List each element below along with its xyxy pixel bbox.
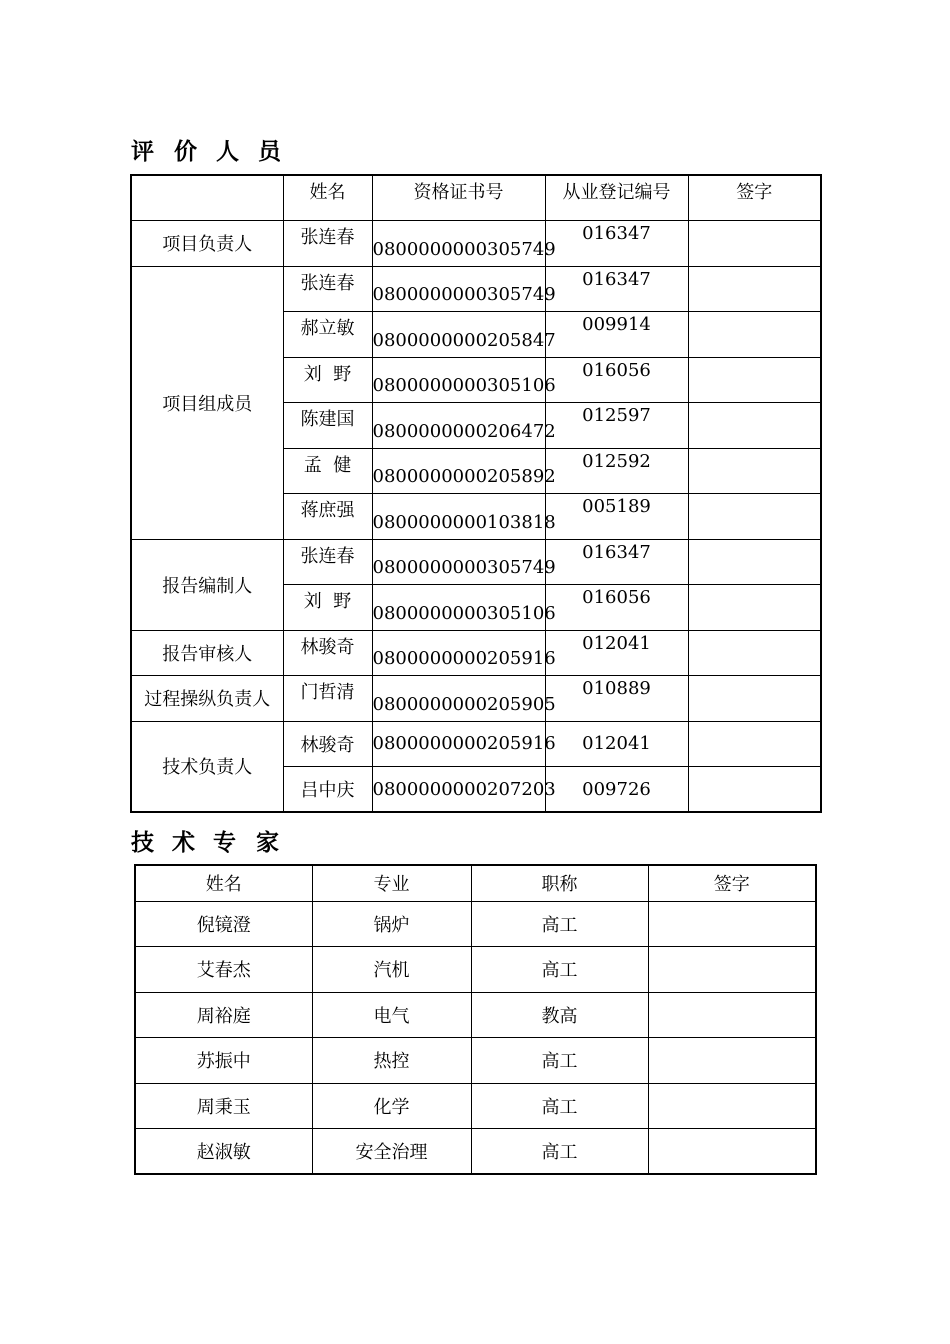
signature-cell[interactable] [648, 1129, 816, 1175]
table-row [135, 992, 816, 1038]
table-row [131, 721, 821, 767]
header-cell-title: 职称 [471, 865, 648, 901]
name-cell: 林骏奇 [283, 630, 372, 676]
header-cell-major: 专业 [312, 865, 471, 901]
role-cell: 技术负责人 [131, 721, 283, 812]
major-cell: 热控 [312, 1038, 471, 1084]
header-cell-name: 姓名 [283, 175, 372, 221]
reg-cell: 009726 [545, 767, 688, 813]
signature-cell[interactable] [648, 1083, 816, 1129]
signature-cell[interactable] [688, 221, 821, 267]
cert-cell: 0800000000205916 [372, 721, 545, 767]
title-char: 价 [174, 138, 197, 165]
reg-cell: 016347 [545, 221, 688, 267]
name-cell: 陈建国 [283, 403, 372, 449]
major-cell: 化学 [312, 1083, 471, 1129]
title-char: 专 [213, 829, 236, 856]
cert-cell: 0800000000305106 [372, 357, 545, 403]
reg-cell: 016347 [545, 539, 688, 585]
name-cell: 倪镜澄 [135, 901, 312, 947]
table-row [135, 947, 816, 993]
section-title-evaluators [131, 133, 281, 166]
signature-cell[interactable] [688, 494, 821, 540]
role-cell: 项目负责人 [131, 221, 283, 267]
role-cell: 过程操纵负责人 [131, 676, 283, 722]
major-cell: 汽机 [312, 947, 471, 993]
table-header-row [131, 175, 821, 221]
table-row [131, 676, 821, 722]
table-row [135, 1083, 816, 1129]
cert-cell: 0800000000103818 [372, 494, 545, 540]
reg-cell: 016056 [545, 585, 688, 631]
title-char: 人 [216, 138, 239, 165]
signature-cell[interactable] [688, 585, 821, 631]
evaluators-table-body [131, 175, 821, 812]
title-cell: 教高 [471, 992, 648, 1038]
name-cell: 刘 野 [283, 585, 372, 631]
title-cell: 高工 [471, 947, 648, 993]
name-cell: 周裕庭 [135, 992, 312, 1038]
major-cell: 锅炉 [312, 901, 471, 947]
title-char: 术 [172, 829, 195, 856]
table-row [135, 1129, 816, 1175]
signature-cell[interactable] [688, 721, 821, 767]
name-cell: 门哲清 [283, 676, 372, 722]
reg-cell: 012041 [545, 630, 688, 676]
signature-cell[interactable] [648, 992, 816, 1038]
table-row [135, 901, 816, 947]
header-cell-cert: 资格证书号 [372, 175, 545, 221]
evaluators-table [130, 174, 822, 813]
reg-cell: 010889 [545, 676, 688, 722]
header-cell-role [131, 175, 283, 221]
name-cell: 吕中庆 [283, 767, 372, 813]
title-char: 技 [131, 829, 154, 856]
table-row [131, 539, 821, 585]
title-char: 员 [258, 138, 281, 165]
cert-cell: 0800000000305106 [372, 585, 545, 631]
header-cell-reg: 从业登记编号 [545, 175, 688, 221]
table-row [131, 266, 821, 312]
signature-cell[interactable] [688, 767, 821, 813]
role-cell: 项目组成员 [131, 266, 283, 539]
table-row [131, 221, 821, 267]
reg-cell: 012041 [545, 721, 688, 767]
reg-cell: 005189 [545, 494, 688, 540]
name-cell: 艾春杰 [135, 947, 312, 993]
major-cell: 安全治理 [312, 1129, 471, 1175]
cert-cell: 0800000000206472 [372, 403, 545, 449]
signature-cell[interactable] [688, 676, 821, 722]
header-cell-sign: 签字 [648, 865, 816, 901]
name-cell: 张连春 [283, 539, 372, 585]
name-cell: 张连春 [283, 221, 372, 267]
table-row [131, 630, 821, 676]
name-cell: 刘 野 [283, 357, 372, 403]
title-cell: 高工 [471, 901, 648, 947]
experts-table-body [135, 865, 816, 1174]
title-char: 家 [256, 829, 279, 856]
name-cell: 张连春 [283, 266, 372, 312]
name-cell: 郝立敏 [283, 312, 372, 358]
cert-cell: 0800000000205847 [372, 312, 545, 358]
title-cell: 高工 [471, 1038, 648, 1084]
major-cell: 电气 [312, 992, 471, 1038]
table-row [135, 1038, 816, 1084]
header-cell-sign: 签字 [688, 175, 821, 221]
signature-cell[interactable] [688, 312, 821, 358]
cert-cell: 0800000000205916 [372, 630, 545, 676]
cert-cell: 0800000000305749 [372, 266, 545, 312]
cert-cell: 0800000000205892 [372, 448, 545, 494]
cert-cell: 0800000000205905 [372, 676, 545, 722]
role-cell: 报告审核人 [131, 630, 283, 676]
signature-cell[interactable] [688, 266, 821, 312]
reg-cell: 009914 [545, 312, 688, 358]
signature-cell[interactable] [688, 403, 821, 449]
reg-cell: 016347 [545, 266, 688, 312]
name-cell: 周秉玉 [135, 1083, 312, 1129]
name-cell: 苏振中 [135, 1038, 312, 1084]
cert-cell: 0800000000305749 [372, 221, 545, 267]
signature-cell[interactable] [648, 947, 816, 993]
experts-table [134, 864, 817, 1175]
reg-cell: 016056 [545, 357, 688, 403]
signature-cell[interactable] [688, 630, 821, 676]
title-cell: 高工 [471, 1083, 648, 1129]
name-cell: 赵淑敏 [135, 1129, 312, 1175]
role-cell: 报告编制人 [131, 539, 283, 630]
signature-cell[interactable] [688, 357, 821, 403]
header-cell-name: 姓名 [135, 865, 312, 901]
signature-cell[interactable] [648, 1038, 816, 1084]
cert-cell: 0800000000305749 [372, 539, 545, 585]
title-char: 评 [131, 138, 154, 165]
signature-cell[interactable] [688, 448, 821, 494]
signature-cell[interactable] [688, 539, 821, 585]
table-header-row [135, 865, 816, 901]
name-cell: 林骏奇 [283, 721, 372, 767]
signature-cell[interactable] [648, 901, 816, 947]
name-cell: 蒋庶强 [283, 494, 372, 540]
section-title-experts [131, 824, 279, 857]
name-cell: 孟 健 [283, 448, 372, 494]
cert-cell: 0800000000207203 [372, 767, 545, 813]
reg-cell: 012592 [545, 448, 688, 494]
title-cell: 高工 [471, 1129, 648, 1175]
reg-cell: 012597 [545, 403, 688, 449]
